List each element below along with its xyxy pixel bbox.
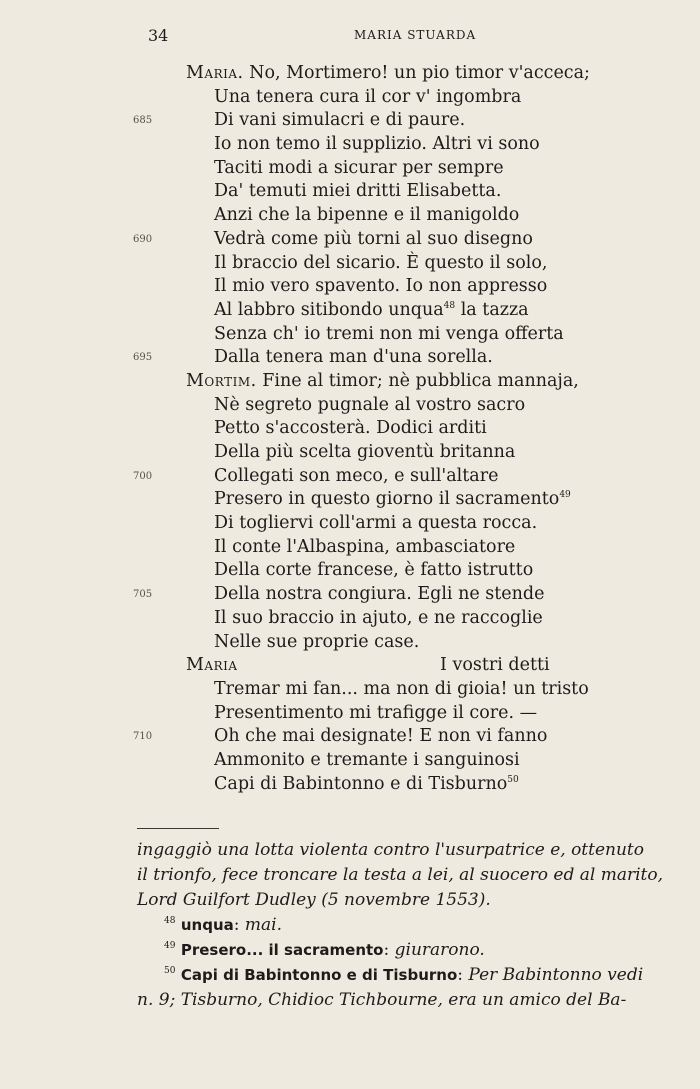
verse-line-text: Il mio vero spavento. Io non appresso xyxy=(214,276,548,297)
speaker-name: Maria xyxy=(186,655,238,676)
verse-line-text: Tremar mi fan... ma non di gioia! un tristo xyxy=(214,678,589,699)
page-header xyxy=(0,26,700,46)
verse-line xyxy=(0,631,700,655)
verse-text xyxy=(214,204,519,228)
verse-text xyxy=(214,465,498,489)
verse-text xyxy=(214,394,525,418)
verse-text xyxy=(186,370,579,394)
verse-text xyxy=(214,228,533,252)
verse-line-text: Presero in questo giorno il sacramento xyxy=(214,489,560,510)
verse-text xyxy=(214,346,493,370)
footnote-49 xyxy=(137,938,697,963)
verse-block xyxy=(0,62,700,796)
verse-line-text: Della nostra congiura. Egli ne stende xyxy=(214,584,545,605)
verse-line-text: Nelle sue proprie case. xyxy=(214,631,420,652)
footnote-50 xyxy=(137,963,697,988)
footnote-reference: 49 xyxy=(559,490,571,501)
verse-line xyxy=(0,62,700,86)
line-number: 695 xyxy=(133,352,153,364)
verse-text xyxy=(214,512,537,536)
verse-text xyxy=(214,773,519,797)
verse-line-text: Oh che mai designate! E non vi fanno xyxy=(214,726,548,747)
footnote-term: unqua xyxy=(180,916,234,934)
verse-line xyxy=(0,86,700,110)
verse-line xyxy=(0,441,700,465)
verse-line xyxy=(0,133,700,157)
verse-line xyxy=(0,749,700,773)
verse-line xyxy=(0,228,700,252)
verse-line-text: Dalla tenera man d'una sorella. xyxy=(214,347,493,368)
verse-line-text: Collegati son meco, e sull'altare xyxy=(214,465,499,486)
verse-line-text: Petto s'accosterà. Dodici arditi xyxy=(214,418,487,439)
verse-text xyxy=(214,86,521,110)
line-number: 685 xyxy=(133,115,153,127)
verse-line-text: Di vani simulacri e di paure. xyxy=(214,110,466,131)
verse-text xyxy=(214,631,419,655)
verse-line xyxy=(0,725,700,749)
line-number: 705 xyxy=(133,589,153,601)
verse-line-text: Una tenera cura il cor v' ingombra xyxy=(214,86,522,107)
verse-line xyxy=(0,252,700,276)
footnote-gloss: giurarono. xyxy=(394,940,485,960)
verse-line-text: Al labbro sitibondo unqua xyxy=(214,299,444,320)
verse-line xyxy=(0,465,700,489)
verse-text xyxy=(214,299,529,323)
verse-line xyxy=(0,346,700,370)
verse-text xyxy=(186,62,590,86)
verse-line-text: Nè segreto pugnale al vostro sacro xyxy=(214,394,526,415)
verse-line xyxy=(0,512,700,536)
line-number: 710 xyxy=(133,731,153,743)
page-number: 34 xyxy=(148,26,169,45)
footnotes xyxy=(137,838,697,1013)
verse-line-text: Fine al timor; nè pubblica mannaja, xyxy=(256,370,579,391)
verse-line-text: Il braccio del sicario. È questo il solo, xyxy=(214,252,548,273)
footnote-continuation-line: Lord Guilfort Dudley (5 novembre 1553). xyxy=(137,890,491,910)
footnote-number: 48 xyxy=(164,916,176,926)
verse-line-text-after: la tazza xyxy=(455,299,529,320)
line-number: 700 xyxy=(133,470,153,482)
verse-line xyxy=(0,157,700,181)
verse-text xyxy=(214,749,520,773)
verse-line-text: Presentimento mi trafigge il core. — xyxy=(214,702,538,723)
footnote-separator: : xyxy=(383,940,395,960)
verse-line xyxy=(0,417,700,441)
verse-line-text: Anzi che la bipenne e il manigoldo xyxy=(214,205,520,226)
verse-line xyxy=(0,299,700,323)
footnote-48 xyxy=(137,913,697,938)
verse-line xyxy=(0,109,700,133)
verse-line xyxy=(0,654,700,678)
verse-line-text: Senza ch' io tremi non mi venga offerta xyxy=(214,323,564,344)
verse-line-text: Di togliervi coll'armi a questa rocca. xyxy=(214,513,538,534)
verse-text xyxy=(214,559,533,583)
verse-line-text: No, Mortimero! un pio timor v'acceca; xyxy=(243,63,590,83)
verse-text xyxy=(214,488,571,512)
verse-text xyxy=(214,417,487,441)
footnote-number: 50 xyxy=(164,966,176,976)
verse-text xyxy=(214,725,547,749)
verse-line xyxy=(0,536,700,560)
verse-line xyxy=(0,773,700,797)
running-title: MARIA STUARDA xyxy=(354,28,477,42)
verse-line-text: Io non temo il supplizio. Altri vi sono xyxy=(214,134,540,155)
speaker-name: Mortim. xyxy=(186,370,257,391)
verse-line-text: Il suo braccio in ajuto, e ne raccoglie xyxy=(214,607,543,628)
verse-line-text: Ammonito e tremante i sanguinosi xyxy=(214,749,520,770)
verse-line xyxy=(0,394,700,418)
verse-text xyxy=(186,654,238,678)
verse-text xyxy=(214,583,544,607)
verse-line-text: Della più scelta gioventù britanna xyxy=(214,442,516,462)
verse-text xyxy=(214,536,515,560)
verse-line xyxy=(0,607,700,631)
footnote-gloss: mai. xyxy=(244,915,283,935)
footnote-number: 49 xyxy=(164,941,176,951)
footnote-continuation-line: il trionfo, fece troncare la testa a lei, al suocero ed al marito, xyxy=(137,865,664,885)
verse-text xyxy=(214,133,540,157)
verse-text xyxy=(214,180,501,204)
verse-line-text: Da' temuti miei dritti Elisabetta. xyxy=(214,181,502,202)
verse-text xyxy=(214,275,547,299)
speaker-name: Maria. xyxy=(186,63,244,83)
verse-line xyxy=(0,275,700,299)
footnote-term: Capi di Babintonno e di Tisburno xyxy=(180,966,458,984)
verse-line-text: Vedrà come più torni al suo disegno xyxy=(214,228,533,249)
footnote-continuation-line: ingaggiò una lotta violenta contro l'usurpatrice e, ottenuto xyxy=(137,840,644,860)
verse-half-line: I vostri detti xyxy=(440,655,550,676)
verse-text xyxy=(214,702,537,726)
verse-line xyxy=(0,702,700,726)
verse-text xyxy=(214,607,543,631)
verse-line-text: Taciti modi a sicurar per sempre xyxy=(214,157,504,178)
verse-line xyxy=(0,204,700,228)
verse-line-text: Il conte l'Albaspina, ambasciatore xyxy=(214,536,516,557)
verse-line-text: Capi di Babintonno e di Tisburno xyxy=(214,773,508,794)
footnote-separator: : xyxy=(233,915,245,935)
footnote-reference: 48 xyxy=(443,300,456,311)
footnote-gloss: Per Babintonno vedi xyxy=(468,965,644,985)
verse-text xyxy=(214,441,515,465)
verse-text xyxy=(214,323,564,347)
verse-line xyxy=(0,370,700,394)
verse-line xyxy=(0,323,700,347)
verse-line xyxy=(0,583,700,607)
verse-line xyxy=(0,678,700,702)
verse-text xyxy=(214,678,589,702)
verse-text xyxy=(214,157,504,181)
verse-text xyxy=(214,252,547,276)
verse-line xyxy=(0,180,700,204)
footnote-reference: 50 xyxy=(507,774,519,785)
verse-line xyxy=(0,488,700,512)
footnote-continuation-line: n. 9; Tisburno, Chidioc Tichbourne, era un amico del Ba- xyxy=(137,990,627,1010)
footnote-term: Presero... il sacramento xyxy=(180,941,384,959)
verse-text xyxy=(214,109,465,133)
footnote-separator: : xyxy=(457,965,469,985)
footnote-rule xyxy=(137,828,219,829)
line-number: 690 xyxy=(133,233,153,245)
verse-line xyxy=(0,559,700,583)
verse-line-text: Della corte francese, è fatto istrutto xyxy=(214,560,534,581)
